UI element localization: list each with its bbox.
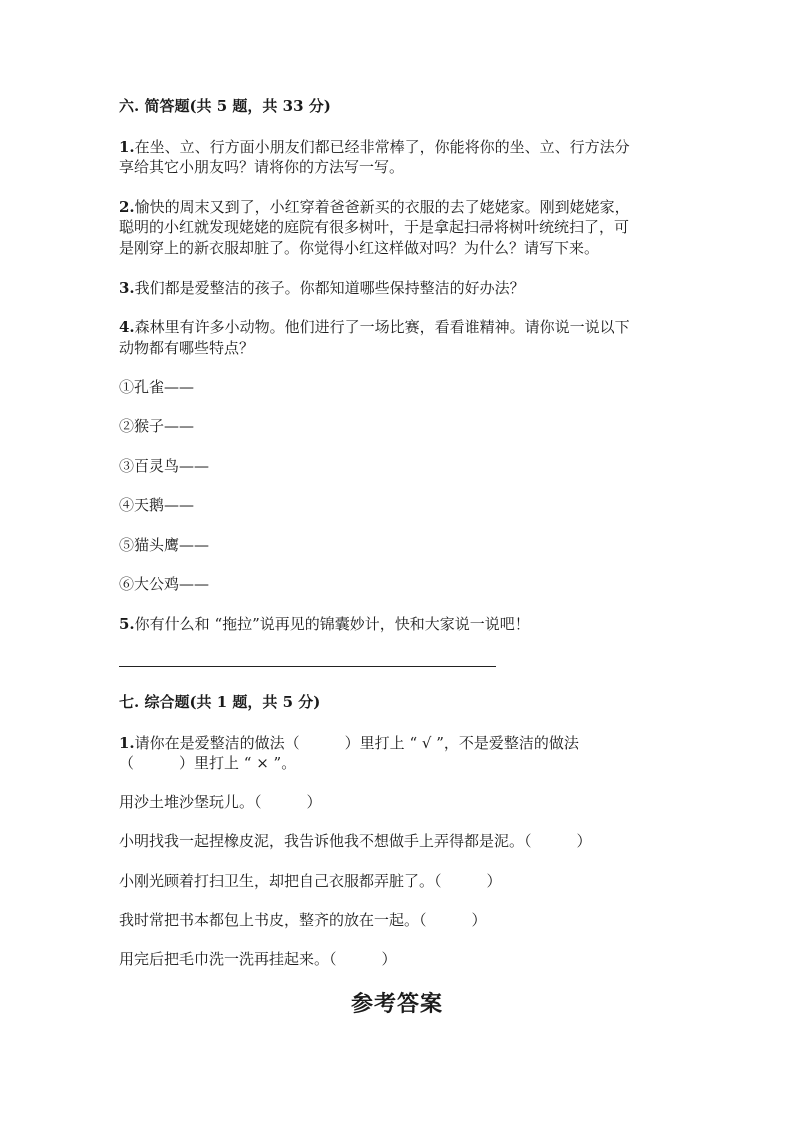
statement-item-4: 我时常把书本都包上书皮，整齐的放在一起。（ ） <box>119 911 487 929</box>
list-item-monkey: ②猴子—— <box>119 417 195 435</box>
question-text: 在坐、立、行方面小朋友们都已经非常棒了，你能将你的坐、立、行方法分 <box>134 138 630 156</box>
question-number: 3. <box>119 279 135 297</box>
list-item-owl: ⑤猫头鹰—— <box>119 536 210 554</box>
question-6-4-line-2: 动物都有哪些特点？ <box>119 339 255 357</box>
section-6-title: 六. 简答题(共 5 题，共 33 分) <box>119 97 331 115</box>
list-item-rooster: ⑥大公鸡—— <box>119 575 210 593</box>
question-text: 请你在是爱整洁的做法（ ）里打上 “ √ ”，不是爱整洁的做法 <box>134 734 579 752</box>
question-6-4-line-1 <box>119 317 630 337</box>
statement-item-2: 小明找我一起捏橡皮泥，我告诉他我不想做手上弄得都是泥。（ ） <box>119 832 592 850</box>
question-number: 1. <box>119 138 135 156</box>
statement-item-5: 用完后把毛巾洗一洗再挂起来。（ ） <box>119 950 397 968</box>
list-item-peacock: ①孔雀—— <box>119 378 195 396</box>
question-6-1-line-2: 享给其它小朋友吗？请将你的方法写一写。 <box>119 158 405 176</box>
question-7-1-line-1 <box>119 733 579 753</box>
question-7-1-line-2: （ ）里打上 “ × ”。 <box>119 754 297 772</box>
statement-item-3: 小刚光顾着打扫卫生，却把自己衣服都弄脏了。（ ） <box>119 872 502 890</box>
answer-key-title: 参考答案 <box>350 991 443 1017</box>
question-6-5-line-1 <box>119 614 530 634</box>
question-text: 愉快的周末又到了，小红穿着爸爸新买的衣服的去了姥姥家。刚到姥姥家， <box>134 198 630 216</box>
question-text: 森林里有许多小动物。他们进行了一场比赛，看看谁精神。请你说一说以下 <box>134 318 630 336</box>
question-6-1-line-1 <box>119 137 630 157</box>
list-item-swan: ④天鹅—— <box>119 496 195 514</box>
question-6-3-line-1 <box>119 278 525 298</box>
statement-item-1: 用沙土堆沙堡玩儿。（ ） <box>119 793 322 811</box>
question-number: 4. <box>119 318 135 336</box>
question-6-2-line-3: 是刚穿上的新衣服却脏了。你觉得小红这样做对吗？为什么？请写下来。 <box>119 239 600 257</box>
question-number: 1. <box>119 734 135 752</box>
section-7-title: 七. 综合题(共 1 题，共 5 分) <box>119 693 321 711</box>
question-text: 你有什么和 “拖拉”说再见的锦囊妙计，快和大家说一说吧！ <box>134 615 530 633</box>
question-text: 我们都是爱整洁的孩子。你都知道哪些保持整洁的好办法？ <box>134 279 525 297</box>
question-number: 5. <box>119 615 135 633</box>
section-divider <box>119 666 496 667</box>
question-6-2-line-2: 聪明的小红就发现姥姥的庭院有很多树叶，于是拿起扫帚将树叶统统扫了，可 <box>119 218 630 236</box>
list-item-lark: ③百灵鸟—— <box>119 457 210 475</box>
question-6-2-line-1 <box>119 197 630 217</box>
question-number: 2. <box>119 198 135 216</box>
